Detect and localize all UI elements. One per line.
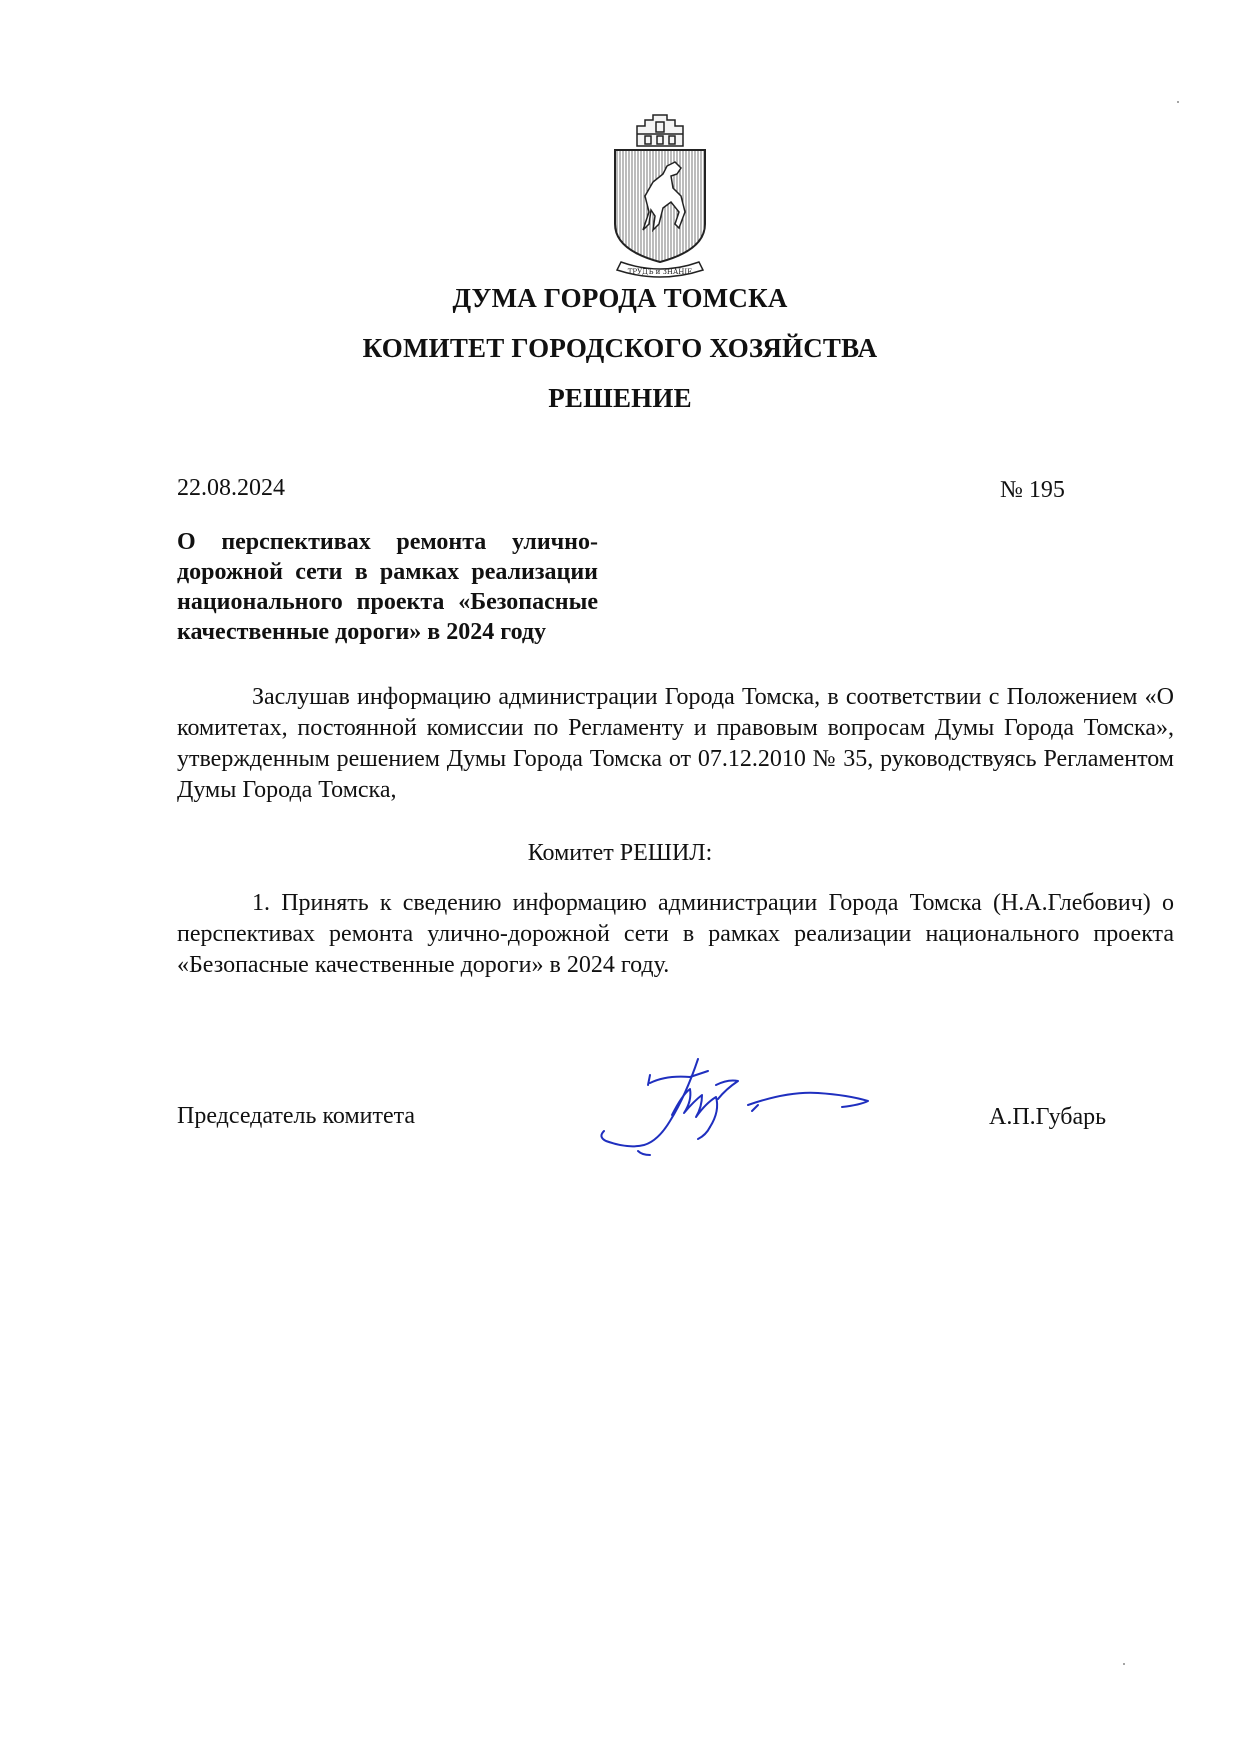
org-title: ДУМА ГОРОДА ТОМСКА xyxy=(452,283,788,313)
signatory-title: Председатель комитета xyxy=(177,1103,416,1129)
document-number: № 195 xyxy=(1000,477,1065,503)
document-subject: О перспективах ремонта улично-дорожной сети в рамках реализации национального проекта «Безопасные качественные дороги» в 2024 году xyxy=(177,529,598,645)
handwritten-signature-icon xyxy=(598,1055,878,1165)
resolved-heading: Комитет РЕШИЛ: xyxy=(527,840,713,866)
document-date: 22.08.2024 xyxy=(177,475,285,501)
decision-item-1: 1. Принять к сведению информацию администрации Города Томска (Н.А.Глебович) о перспективах ремонта улично-дорожной сети в рамках реализации национального проекта «Безопасные качественные дороги» в 2024 году. xyxy=(177,890,1174,978)
committee-title: КОМИТЕТ ГОРОДСКОГО ХОЗЯЙСТВА xyxy=(362,333,878,363)
emblem-ribbon-text: ТРУДЪ и ЗНАНIЕ xyxy=(627,268,693,276)
preamble-paragraph: Заслушав информацию администрации Города Томска, в соответствии с Положением «О комитетах, постоянной комиссии по Регламенту и правовым вопросам Думы Города Томска», утвержденным решением Думы Города Томска от 07.12.2010 № 35, руководствуясь Регламентом Думы Города Томска, xyxy=(177,684,1174,803)
document-type: РЕШЕНИЕ xyxy=(548,383,692,413)
scan-speck xyxy=(1123,1663,1125,1665)
scan-speck xyxy=(1177,101,1179,103)
signatory-name: А.П.Губарь xyxy=(989,1104,1107,1130)
tomsk-coat-of-arms-icon xyxy=(607,112,713,280)
